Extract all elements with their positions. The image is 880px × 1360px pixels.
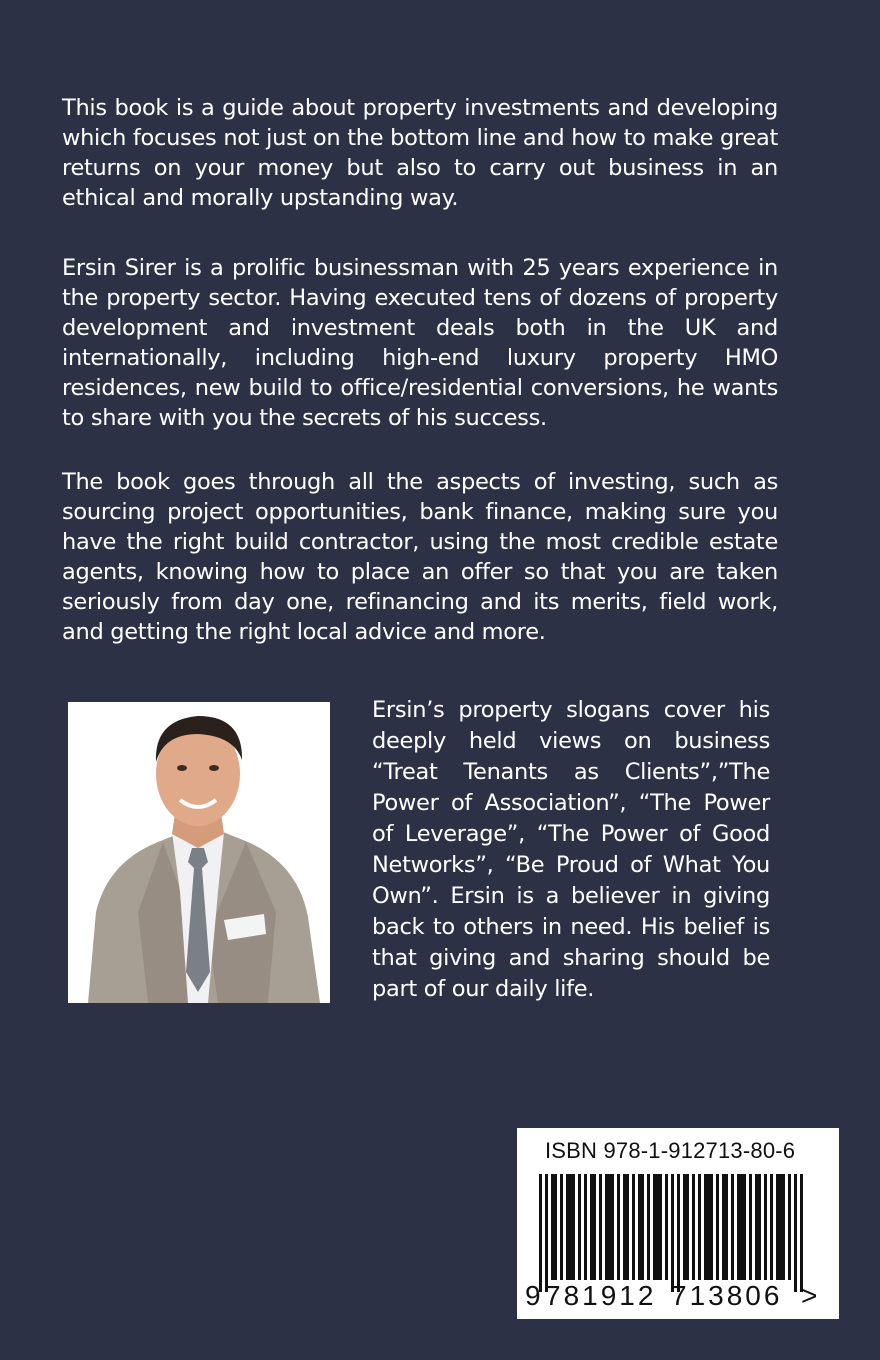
author-slogans-text: Ersin’s property slogans cover his deeply held views on business “Treat Tenants as Clients”,”The Power of Association”, “The Power of Leverage”, “The Power of Good Networks”, “Be Proud of What You Own”. Ersin is a believer in giving back to others in need. His belief is that giving and sharing should be part of our daily life. bbox=[372, 697, 770, 1002]
barcode-quiet-mark: > bbox=[801, 1280, 818, 1311]
barcode-left-group: 781912 bbox=[545, 1280, 657, 1311]
barcode-digits bbox=[525, 1280, 825, 1312]
author-photo bbox=[68, 702, 330, 1003]
isbn-barcode-box bbox=[517, 1128, 839, 1319]
barcode-right-group: 713806 bbox=[671, 1280, 783, 1311]
book-contents-paragraph: The book goes through all the aspects of investing, such as sourcing project opportunities, bank finance, making sure you have the right build contractor, using the most credible estate agents, knowing how to place an offer so that you are taken seriously from day one, refinancing and its merits, field work, and getting the right local advice and more. bbox=[62, 469, 778, 645]
author-bio-paragraph: Ersin Sirer is a prolific businessman with 25 years experience in the property sector. Having executed tens of dozens of property development and investment deals both in the UK and internationally, including high-end luxury property HMO residences, new build to office/residential conversions, he wants to share with you the secrets of his success. bbox=[62, 255, 778, 431]
barcode-first-digit: 9 bbox=[525, 1280, 542, 1311]
isbn-label: ISBN 978-1-912713-80-6 bbox=[545, 1138, 796, 1163]
intro-paragraph: This book is a guide about property investments and developing which focuses not just on the bottom line and how to make great returns on your money but also to carry out business in an ethical and morally upstanding way. bbox=[62, 95, 778, 211]
barcode-graphic bbox=[539, 1174, 821, 1294]
